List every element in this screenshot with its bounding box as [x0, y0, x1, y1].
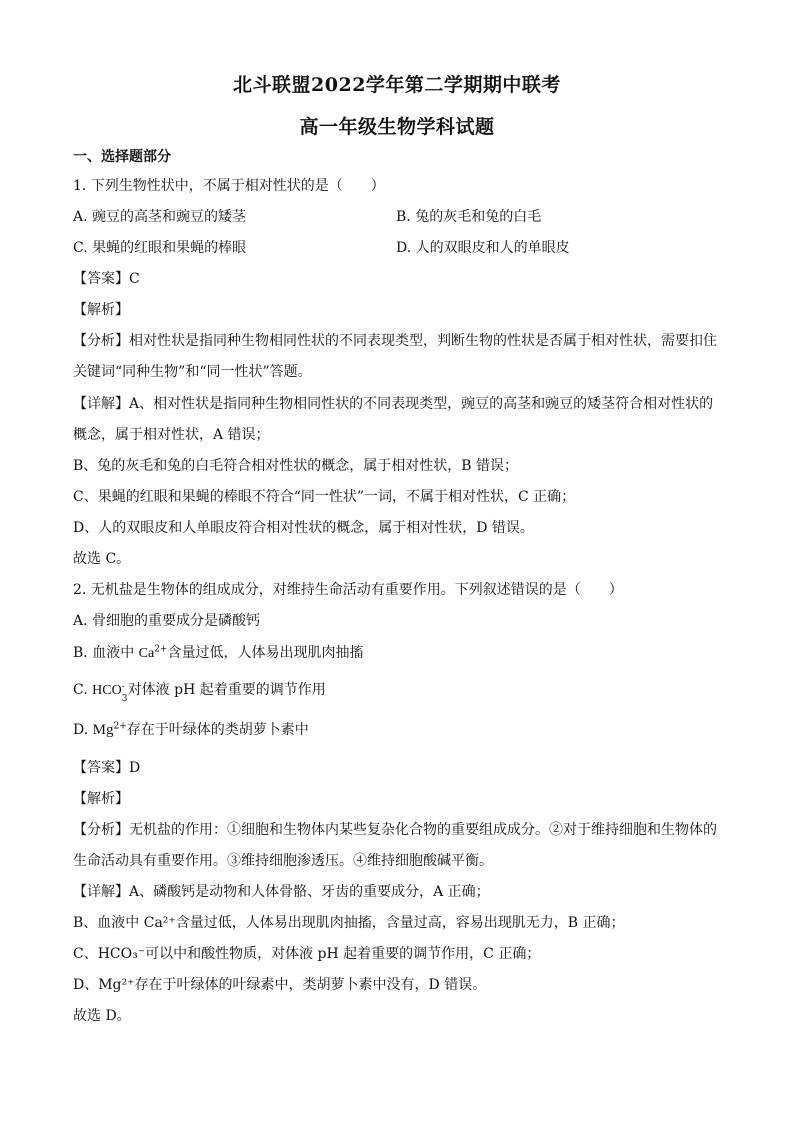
q2-analysis-line: 【详解】A、磷酸钙是动物和人体骨骼、牙齿的重要成分，A 正确；: [73, 884, 490, 900]
ion-subscript: 3: [121, 694, 128, 704]
q2-option-d-prefix: D.: [73, 722, 93, 738]
q2-answer: 【答案】D: [73, 760, 141, 776]
q1-analysis-line: D、人的双眼皮和人单眼皮符合相对性状的概念，属于相对性状，D 错误。: [73, 520, 534, 536]
q1-option-b: B. 兔的灰毛和兔的白毛: [396, 209, 542, 225]
q1-analysis-line: 概念，属于相对性状，A 错误；: [73, 427, 270, 443]
ion-charge: 2+: [113, 721, 127, 732]
q2-analysis-line: B、血液中 Ca²⁺含量过低，人体易出现肌肉抽搐，含量过高，容易出现肌无力，B 正确；: [73, 915, 625, 931]
ion-scripts: [121, 682, 128, 704]
q2-option-c-prefix: C.: [73, 682, 93, 698]
q2-analysis-line: 生命活动具有重要作用。③维持细胞渗透压。④维持细胞酸碱平衡。: [73, 853, 493, 869]
ion-charge: 2+: [154, 644, 168, 655]
q2-analysis-line: 【分析】无机盐的作用：①细胞和生物体内某些复杂化合物的重要组成成分。②对于维持细胞和生物体的: [73, 822, 717, 838]
q1-analysis-line: B、兔的灰毛和兔的白毛符合相对性状的概念，属于相对性状，B 错误；: [73, 458, 519, 474]
bicarbonate-ion: HCO: [92, 683, 122, 698]
q2-option-a: A. 骨细胞的重要成分是磷酸钙: [73, 613, 261, 629]
ion-charge: -: [121, 682, 125, 692]
q1-analysis-line: 故选 C。: [73, 551, 131, 567]
q1-option-c: C. 果蝇的红眼和果蝇的棒眼: [73, 240, 247, 256]
q2-analysis-line: 故选 D。: [73, 1008, 131, 1024]
q1-analysis-label: 【解析】: [73, 302, 129, 318]
q2-option-b-text: 含量过低，人体易出现肌肉抽搐: [167, 645, 364, 661]
q2-option-b-prefix: B. 血液中: [73, 645, 139, 661]
q2-option-d: [73, 720, 309, 740]
doc-subtitle: 高一年级生物学科试题: [299, 116, 495, 138]
q2-analysis-label: 【解析】: [73, 791, 129, 807]
q1-option-a: A. 豌豆的高茎和豌豆的矮茎: [73, 209, 247, 225]
section-heading: 一、选择题部分: [73, 149, 171, 165]
q2-option-d-text: 存在于叶绿体的类胡萝卜素中: [126, 722, 309, 738]
q1-analysis-line: 关键词“同种生物”和“同一性状”答题。: [73, 364, 312, 380]
q2-stem: 2. 无机盐是生物体的组成成分，对维持生命活动有重要作用。下列叙述错误的是（ ）: [73, 582, 623, 598]
q2-analysis-line: D、Mg²⁺存在于叶绿体的叶绿素中，类胡萝卜素中没有，D 错误。: [73, 977, 487, 993]
q1-option-d: D. 人的双眼皮和人的单眼皮: [396, 240, 570, 256]
calcium-ion: Ca: [138, 646, 155, 661]
q1-stem: 1. 下列生物性状中，不属于相对性状的是（ ）: [73, 178, 385, 194]
q2-option-c-text: 对体液 pH 起着重要的调节作用: [127, 682, 326, 698]
q2-option-b: [73, 643, 363, 664]
q1-analysis-line: 【详解】A、相对性状是指同种生物相同性状的不同表现类型，豌豆的高茎和豌豆的矮茎符合相对性状的: [73, 396, 714, 412]
q2-analysis-line: C、HCO₃⁻可以中和酸性物质，对体液 pH 起着重要的调节作用，C 正确；: [73, 946, 541, 962]
q1-analysis-line: 【分析】相对性状是指同种生物相同性状的不同表现类型，判断生物的性状是否属于相对性状，需要扣住: [73, 333, 717, 349]
doc-title: 北斗联盟2022学年第二学期期中联考: [233, 74, 561, 96]
q1-answer: 【答案】C: [73, 271, 140, 287]
q1-analysis-line: C、果蝇的红眼和果蝇的棒眼不符合“同一性状”一词，不属于相对性状，C 正确；: [73, 489, 576, 505]
magnesium-ion: Mg: [92, 722, 114, 738]
q2-option-c: [73, 680, 326, 704]
